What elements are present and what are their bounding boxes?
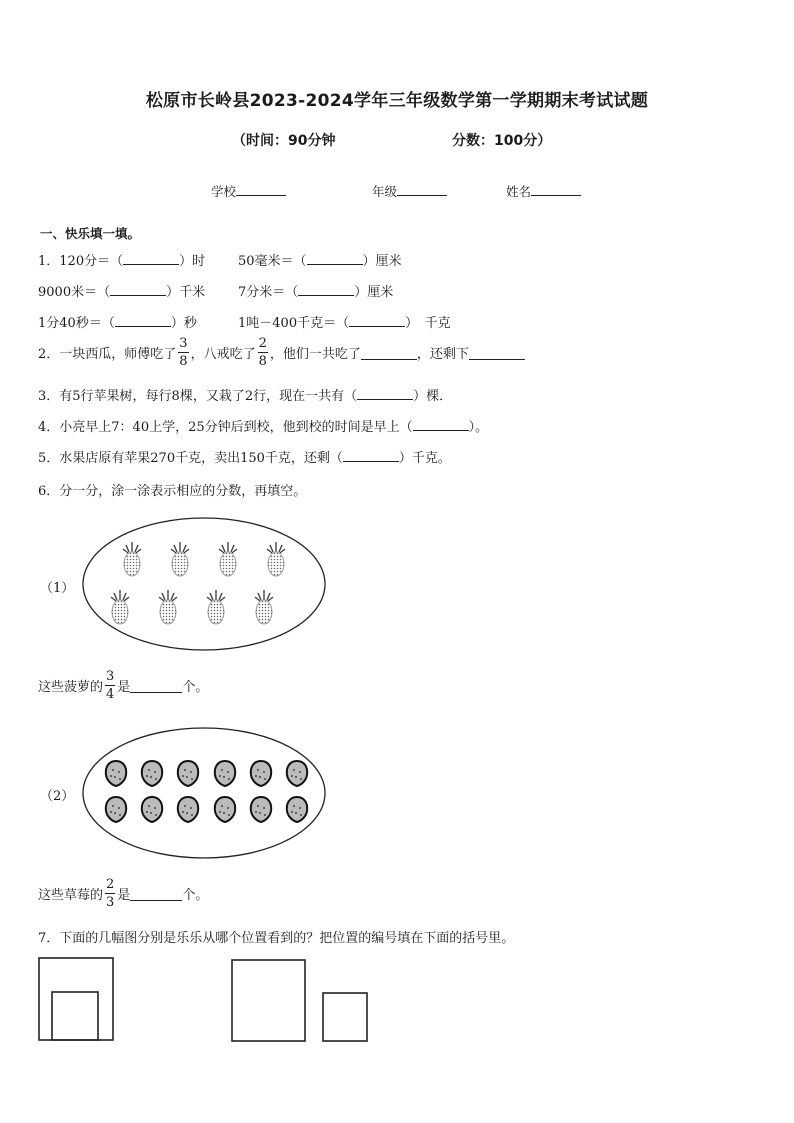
answer-blank[interactable] [361, 345, 417, 360]
view-figure-2 [231, 959, 307, 1043]
question-4: 4．小亮早上7：40上学，25分钟后到校，他到校的时间是早上（ ）。 [38, 416, 488, 435]
strawberry-icon [287, 797, 307, 822]
grade-label: 年级 [372, 184, 398, 199]
answer-blank[interactable] [413, 416, 469, 431]
exam-score: 分数：100分） [452, 133, 552, 149]
pineapple-icon [171, 542, 189, 576]
pineapple-icon [219, 542, 237, 576]
fraction: $\frac{2}{8}$ [258, 336, 267, 369]
strawberry-oval [80, 725, 328, 861]
answer-blank[interactable] [357, 385, 413, 400]
question-5: 5．水果店原有苹果270千克，卖出150千克，还剩（ ）千克。 [38, 447, 451, 466]
strawberry-icon [251, 797, 271, 822]
q1-item-a: 1．120分＝（ ）时 [38, 250, 205, 269]
strawberry-icon [178, 797, 198, 822]
pineapple-oval [80, 515, 328, 653]
answer-blank[interactable] [343, 447, 399, 462]
answer-blank[interactable] [298, 281, 354, 296]
name-blank[interactable] [531, 181, 581, 196]
q1-item-d: 7分米＝（ ）厘米 [238, 281, 393, 300]
school-label: 学校 [211, 184, 237, 199]
name-field[interactable] [506, 181, 581, 200]
view-figure-3 [322, 992, 369, 1043]
pineapple-icon [123, 542, 141, 576]
grade-blank[interactable] [397, 181, 447, 196]
fraction: $\frac{3}{4}$ [106, 669, 115, 702]
answer-blank[interactable] [349, 312, 405, 327]
fraction: $\frac{2}{3}$ [106, 877, 115, 910]
answer-blank[interactable] [130, 678, 182, 693]
school-blank[interactable] [236, 181, 286, 196]
school-field[interactable] [211, 181, 286, 200]
answer-blank[interactable] [115, 312, 171, 327]
page-title: 松原市长岭县2023-2024学年三年级数学第一学期期末考试试题 [145, 91, 649, 111]
answer-blank[interactable] [110, 281, 166, 296]
answer-blank[interactable] [123, 250, 179, 265]
strawberry-icon [106, 761, 126, 786]
pineapple-icon [207, 590, 225, 624]
fraction: $\frac{3}{8}$ [179, 336, 188, 369]
question-2: 2．一块西瓜，师傅吃了 $\frac{3}{8}$ ，八戒吃了 $\frac{2}{8}$ ，他们一共吃了 ，还剩下 [38, 337, 525, 368]
name-label: 姓名 [506, 184, 532, 199]
part-1-label: （1） [40, 581, 75, 596]
grade-field[interactable] [372, 181, 447, 200]
part-1-question: 这些菠萝的 $\frac{3}{4}$ 是 个。 [38, 669, 209, 702]
q1-item-e: 1分40秒＝（ ）秒 [38, 312, 197, 331]
q1-item-b: 50毫米＝（ ）厘米 [238, 250, 402, 269]
strawberry-icon [142, 761, 162, 786]
part-2-label: （2） [40, 789, 75, 804]
strawberry-icon [142, 797, 162, 822]
question-3: 3．有5行苹果树，每行8棵，又栽了2行，现在一共有（ ）棵． [38, 385, 452, 404]
strawberry-icon [215, 761, 235, 786]
answer-blank[interactable] [130, 886, 182, 901]
pineapple-icon [267, 542, 285, 576]
part-2-question: 这些草莓的 $\frac{2}{3}$ 是 个。 [38, 877, 209, 910]
strawberry-icon [106, 797, 126, 822]
view-figure-1 [38, 957, 116, 1042]
strawberry-icon [178, 761, 198, 786]
section-heading: 一、快乐填一填。 [40, 226, 141, 241]
answer-blank[interactable] [469, 345, 525, 360]
strawberry-icon [287, 761, 307, 786]
question-6-stem: 6．分一分，涂一涂表示相应的分数，再填空。 [38, 484, 307, 499]
question-7-stem: 7．下面的几幅图分别是乐乐从哪个位置看到的？把位置的编号填在下面的括号里。 [38, 931, 515, 946]
q1-item-c: 9000米＝（ ）千米 [38, 281, 205, 300]
pineapple-icon [159, 590, 177, 624]
strawberry-icon [251, 761, 271, 786]
answer-blank[interactable] [307, 250, 363, 265]
pineapple-icon [255, 590, 273, 624]
pineapple-icon [111, 590, 129, 624]
q1-item-f: 1吨－400千克＝（ ） 千克 [238, 312, 451, 331]
strawberry-icon [215, 797, 235, 822]
exam-time: （时间：90分钟 [232, 133, 336, 149]
